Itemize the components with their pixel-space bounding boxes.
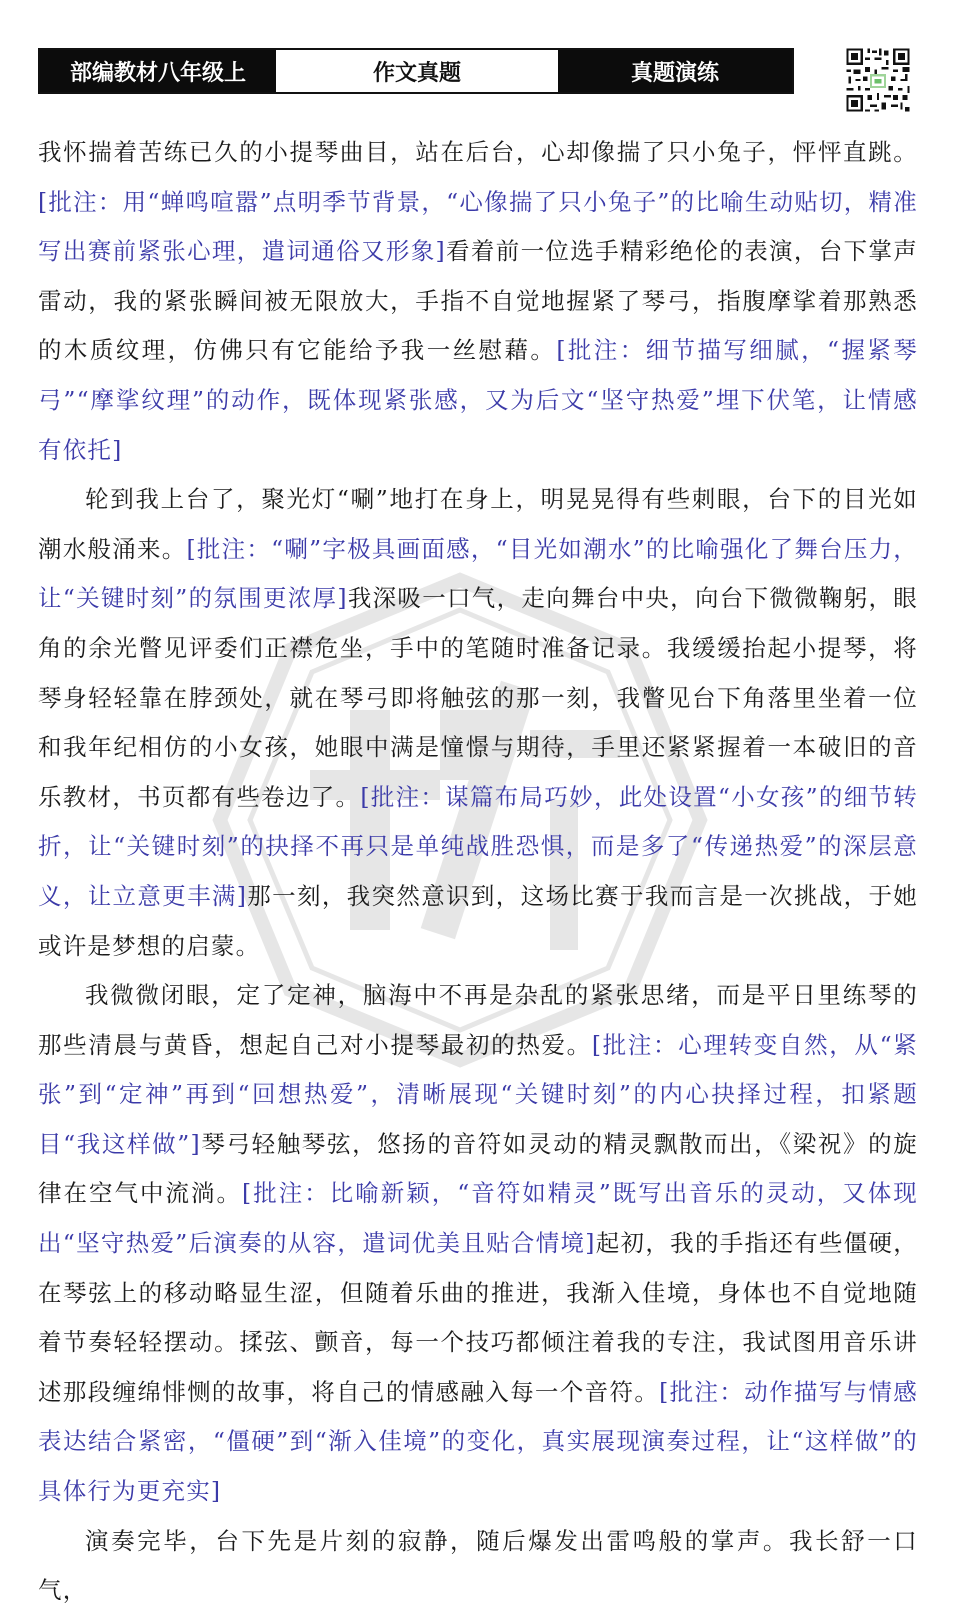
paragraph — [38, 1517, 918, 1616]
paragraph — [38, 128, 918, 475]
body-text: 琴弓轻触琴弦，悠扬的音符如灵动的精灵飘散而出，《梁祝》的旋律在空气中流淌。 — [38, 1129, 919, 1208]
annotation-note: [批注：比喻新颖，“音符如精灵”既写出音乐的灵动，又体现出“坚守热爱”后演奏的从容，遣词优美且贴合情境] — [38, 1179, 918, 1258]
body-text: 看着前一位选手精彩绝伦的表演，台下掌声雷动，我的紧张瞬间被无限放大，手指不自觉地握紧了琴弓，指腹摩挲着那熟悉的木质纹理，仿佛只有它能给予我一丝慰藉。 — [38, 237, 918, 365]
annotation-note: [批注：谋篇布局巧妙，此处设置“小女孩”的细节转折，让“关键时刻”的抉择不再只是单纯战胜恐惧，而是多了“传递热爱”的深层意义，让立意更丰满] — [38, 782, 918, 910]
annotation-note: [批注：细节描写细腻，“握紧琴弓”“摩挲纹理”的动作，既体现紧张感，又为后文“坚守热爱”埋下伏笔，让情感有依托] — [38, 336, 919, 464]
body-text: 我深吸一口气，走向舞台中央，向台下微微鞠躬，眼角的余光瞥见评委们正襟危坐，手中的笔随时准备记录。我缓缓抬起小提琴，将琴身轻轻靠在脖颈处，就在琴弓即将触弦的那一刻，我瞥见台下角落里坐着一位和我年纪相仿的小女孩，她眼中满是憧憬与期待，手里还紧紧握着一本破旧的音乐教材，书页都有些卷边了。 — [38, 584, 918, 811]
paragraph — [38, 971, 918, 1517]
header-textbook-label: 部编教材八年级上 — [40, 50, 276, 92]
body-text: 我微微闭眼，定了定神，脑海中不再是杂乱的紧张思绪，而是平日里练琴的那些清晨与黄昏，想起自己对小提琴最初的热爱。 — [38, 981, 918, 1059]
header-bar — [38, 48, 794, 94]
annotation-note: [批注：动作描写与情感表达结合紧密，“僵硬”到“渐入佳境”的变化，真实展现演奏过程，让“这样做”的具体行为更充实] — [38, 1377, 919, 1506]
paragraph — [38, 475, 918, 971]
body-text: 演奏完毕，台下先是片刻的寂静，随后爆发出雷鸣般的掌声。我长舒一口气， — [38, 1526, 918, 1605]
annotation-note: [批注：心理转变自然，从“紧张”到“定神”再到“回想热爱”，清晰展现“关键时刻”的内心抉择过程，扣紧题目“我这样做”] — [38, 1030, 918, 1158]
qr-code-icon — [844, 46, 912, 114]
annotation-note: [批注：“唰”字极具画面感，“目光如潮水”的比喻强化了舞台压力，让“关键时刻”的氛围更浓厚] — [38, 534, 919, 613]
header-section-title: 作文真题 — [276, 50, 558, 92]
body-text: 起初，我的手指还有些僵硬，在琴弦上的移动略显生涩，但随着乐曲的推进，我渐入佳境，身体也不自觉地随着节奏轻轻摆动。揉弦、颤音，每一个技巧都倾注着我的专注，我试图用音乐讲述那段缠绵悱恻的故事，将自己的情感融入每一个音符。 — [38, 1229, 918, 1406]
body-text: 那一刻，我突然意识到，这场比赛于我而言是一次挑战，于她或许是梦想的启蒙。 — [38, 881, 918, 960]
annotation-note: [批注：用“蝉鸣喧嚣”点明季节背景，“心像揣了只小兔子”的比喻生动贴切，精准写出赛前紧张心理，遣词通俗又形象] — [38, 187, 918, 266]
body-text: 轮到我上台了，聚光灯“唰”地打在身上，明晃晃得有些刺眼，台下的目光如潮水般涌来。 — [38, 485, 918, 563]
essay-body — [38, 128, 918, 1616]
header-practice-label: 真题演练 — [558, 50, 792, 92]
body-text: 我怀揣着苦练已久的小提琴曲目，站在后台，心却像揣了只小兔子，怦怦直跳。 — [38, 138, 918, 166]
